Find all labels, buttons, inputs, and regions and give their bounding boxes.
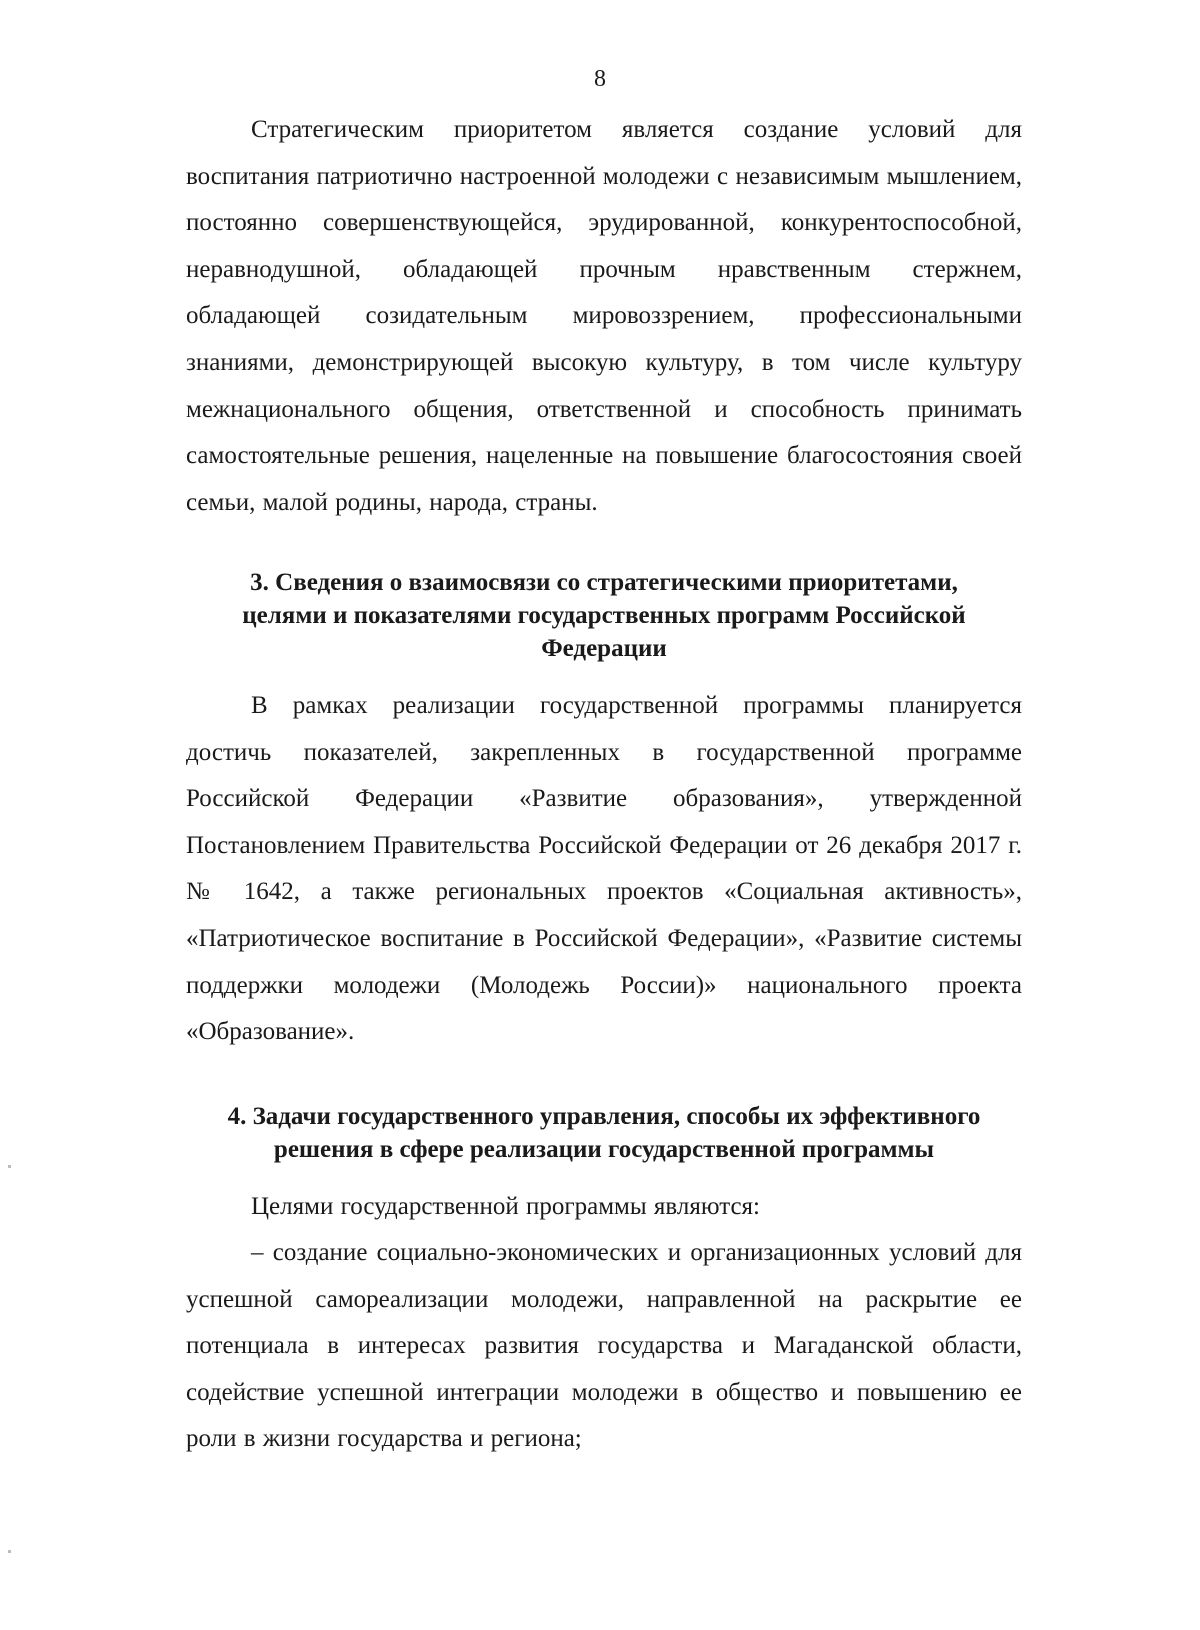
section-4-heading-line-1: 4. Задачи государственного управления, способы их эффективного	[227, 1103, 981, 1130]
section-3-heading-line-1: 3. Сведения о взаимосвязи со стратегическими приоритетами,	[250, 569, 958, 596]
strategic-priority-paragraph: Стратегическим приоритетом является создание условий для воспитания патриотично настроенной молодежи с независимым мышлением, постоянно совершенствующейся, эрудированной, конкурентоспособной, неравнодушной, обладающей прочным нравственным стержнем, обладающей созидательным мировоззрением, профессиональными знаниями, демонстрирующей высокую культуру, в том числе культуру межнационального общения, ответственной и способность принимать самостоятельные решения, нацеленные на повышение благосостояния своей семьи, малой родины, народа, страны.	[186, 116, 1022, 516]
section-3-paragraph: В рамках реализации государственной программы планируется достичь показателей, закрепленных в государственной программе Российской Федерации «Развитие образования», утвержденной Постановлением Правительства Российской Федерации от 26 декабря 2017 г. № 1642, а также региональных проектов «Социальная активность», «Патриотическое воспитание в Российской Федерации», «Развитие системы поддержки молодежи (Молодежь России)» национального проекта «Образование».	[186, 692, 1022, 1046]
section-4-heading-line-2: решения в сфере реализации государственной программы	[273, 1136, 935, 1163]
section-4-heading	[186, 1100, 1022, 1166]
goal-item-1: – создание социально-экономических и организационных условий для успешной самореализации молодежи, направленной на раскрытие ее потенциала в интересах развития государства и Магаданской области, содействие успешной интеграции молодежи в общество и повышению ее роли в жизни государства и региона;	[186, 1239, 1022, 1453]
section-3-heading	[186, 566, 1022, 665]
section-3-heading-line-2: целями и показателями государственных программ Российской	[242, 602, 966, 629]
scan-margin-mark	[8, 1165, 11, 1168]
section-3-heading-line-3: Федерации	[541, 635, 667, 662]
goals-intro: Целями государственной программы являются:	[251, 1193, 760, 1220]
page-number: 8	[594, 66, 606, 92]
scan-margin-mark	[8, 1550, 11, 1553]
